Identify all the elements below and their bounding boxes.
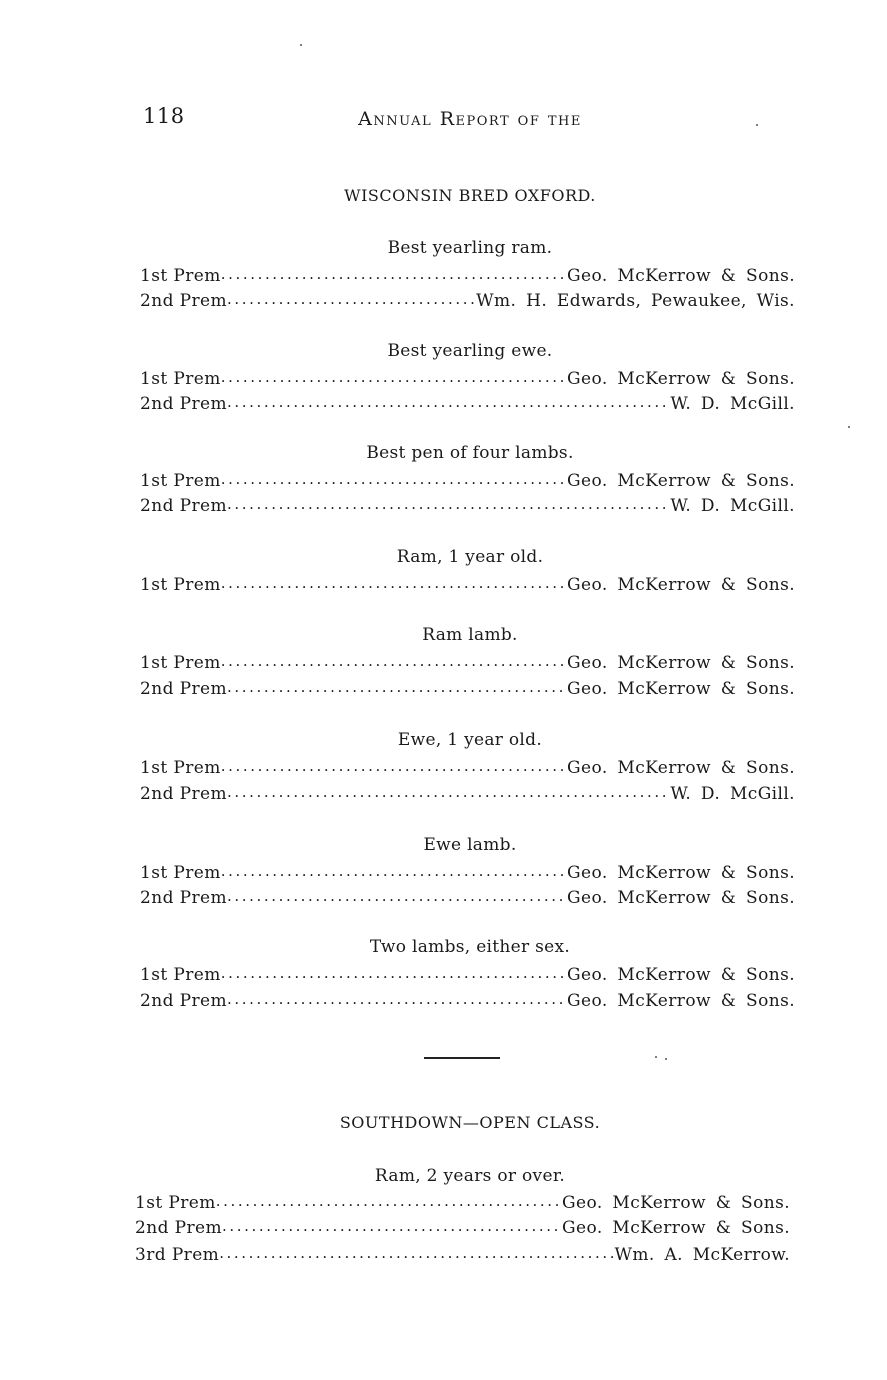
class-title: Two lambs, either sex. [369, 937, 571, 957]
premium-place: 2nd Prem [140, 394, 227, 414]
premium-winner: Geo. McKerrow & Sons. [567, 471, 795, 491]
dot-leader [227, 493, 670, 511]
premium-entry [140, 755, 795, 779]
premium-entry [140, 572, 795, 596]
scan-speck [655, 1056, 657, 1058]
premium-winner: Geo. McKerrow & Sons. [567, 575, 795, 595]
premium-place: 2nd Prem [140, 888, 227, 908]
dot-leader [227, 676, 567, 694]
class-title: Best pen of four lambs. [366, 443, 574, 463]
premium-winner: Geo. McKerrow & Sons. [567, 965, 795, 985]
premium-entry [140, 493, 795, 517]
class-title: Best yearling ewe. [387, 341, 553, 361]
dot-leader [216, 1190, 562, 1208]
dot-leader [221, 650, 567, 668]
premium-winner: Geo. McKerrow & Sons. [567, 758, 795, 778]
section-divider [424, 1057, 500, 1059]
dot-leader [221, 366, 567, 384]
premium-entry [140, 391, 795, 415]
premium-winner: Geo. McKerrow & Sons. [567, 863, 795, 883]
premium-place: 2nd Prem [140, 679, 227, 699]
premium-winner: Geo. McKerrow & Sons. [567, 679, 795, 699]
premium-place: 1st Prem [140, 965, 221, 985]
class-title: Ewe, 1 year old. [397, 730, 543, 750]
premium-place: 3rd Prem [135, 1245, 220, 1265]
premium-place: 1st Prem [140, 758, 221, 778]
premium-entry [140, 860, 795, 884]
class-title: Ram lamb. [422, 625, 518, 645]
scan-speck [848, 426, 850, 428]
premium-entry [135, 1242, 790, 1266]
premium-entry [140, 676, 795, 700]
premium-entry [135, 1215, 790, 1239]
premium-winner: Geo. McKerrow & Sons. [567, 653, 795, 673]
scan-speck [756, 124, 758, 126]
premium-entry [140, 885, 795, 909]
premium-place: 1st Prem [140, 575, 221, 595]
premium-place: 1st Prem [140, 471, 221, 491]
dot-leader [227, 781, 670, 799]
class-title: Ram, 1 year old. [396, 547, 544, 567]
dot-leader [227, 988, 567, 1006]
class-title: Ram, 2 years or over. [374, 1166, 566, 1186]
premium-place: 2nd Prem [135, 1218, 222, 1238]
premium-place: 1st Prem [140, 369, 221, 389]
dot-leader [221, 263, 567, 281]
class-title: Best yearling ram. [387, 238, 553, 258]
dot-leader [221, 755, 567, 773]
dot-leader [222, 1215, 562, 1233]
premium-entry [140, 263, 795, 287]
dot-leader [227, 885, 567, 903]
dot-leader [219, 1242, 614, 1260]
premium-winner: Wm. A. McKerrow. [614, 1245, 790, 1265]
premium-winner: Geo. McKerrow & Sons. [562, 1218, 790, 1238]
premium-winner: Geo. McKerrow & Sons. [567, 888, 795, 908]
premium-place: 2nd Prem [140, 784, 227, 804]
premium-winner: Geo. McKerrow & Sons. [567, 991, 795, 1011]
premium-place: 1st Prem [140, 863, 221, 883]
premium-winner: W. D. McGill. [670, 784, 795, 804]
scan-speck [665, 1058, 667, 1060]
premium-entry [135, 1190, 790, 1214]
dot-leader [227, 288, 476, 306]
premium-winner: Wm. H. Edwards, Pewaukee, Wis. [476, 291, 795, 311]
section-title-southdown: SOUTHDOWN—OPEN CLASS. [339, 1113, 601, 1132]
premium-winner: W. D. McGill. [670, 394, 795, 414]
scan-speck [300, 44, 302, 46]
dot-leader [221, 962, 567, 980]
premium-entry [140, 366, 795, 390]
premium-place: 2nd Prem [140, 291, 227, 311]
premium-entry [140, 288, 795, 312]
dot-leader [221, 860, 567, 878]
dot-leader [221, 468, 567, 486]
premium-winner: Geo. McKerrow & Sons. [567, 369, 795, 389]
premium-winner: Geo. McKerrow & Sons. [567, 266, 795, 286]
premium-winner: Geo. McKerrow & Sons. [562, 1193, 790, 1213]
premium-place: 2nd Prem [140, 991, 227, 1011]
premium-entry [140, 781, 795, 805]
class-title: Ewe lamb. [423, 835, 517, 855]
premium-place: 1st Prem [140, 266, 221, 286]
premium-entry [140, 962, 795, 986]
premium-entry [140, 468, 795, 492]
premium-place: 1st Prem [135, 1193, 216, 1213]
dot-leader [227, 391, 670, 409]
premium-entry [140, 988, 795, 1012]
premium-winner: W. D. McGill. [670, 496, 795, 516]
premium-place: 2nd Prem [140, 496, 227, 516]
running-head: Annual Report of the [358, 108, 582, 130]
section-title-oxford: WISCONSIN BRED OXFORD. [344, 186, 596, 205]
premium-place: 1st Prem [140, 653, 221, 673]
premium-entry [140, 650, 795, 674]
dot-leader [221, 572, 567, 590]
page-number: 118 [143, 104, 185, 128]
